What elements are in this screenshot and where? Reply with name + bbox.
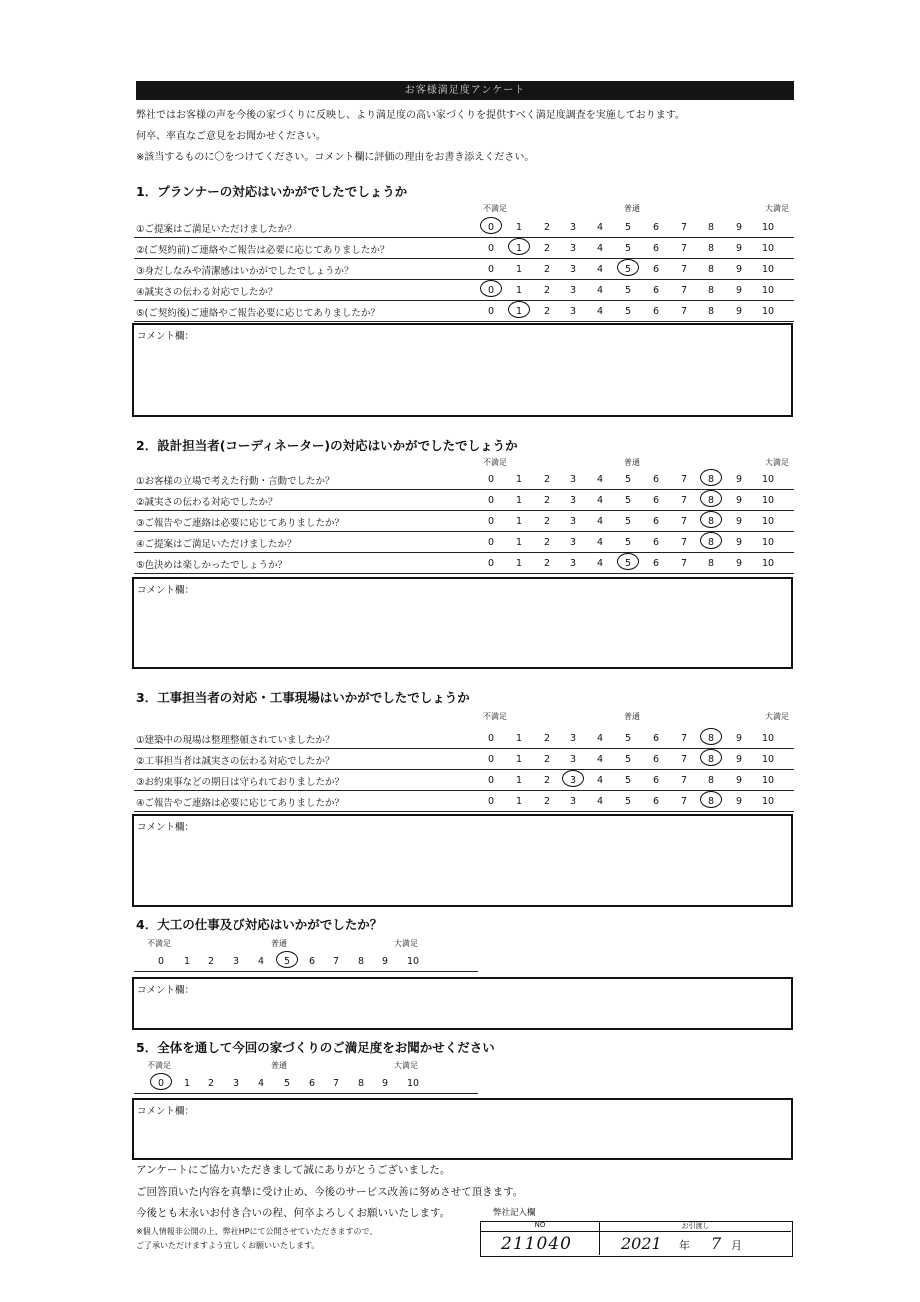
rating-option-7[interactable]: 7 (680, 243, 688, 254)
comment-label: コメント欄： (137, 585, 195, 596)
rating-option-3[interactable]: 3 (569, 222, 577, 233)
question-row (134, 216, 794, 238)
intro-line-1: 弊社ではお客様の声を今後の家づくりに反映し、より満足度の高い家づくりを提供すべく満足度調査を実施しております。 (136, 110, 685, 121)
comment-label: コメント欄： (137, 1106, 195, 1117)
rating-option-6[interactable]: 6 (652, 243, 660, 254)
rating-option-2[interactable]: 2 (543, 558, 551, 569)
intro-line-3: ※該当するものに〇をつけてください。コメント欄に評価の理由をお書き添えください。 (136, 152, 535, 163)
rating-option-2[interactable]: 2 (543, 537, 551, 548)
rating-option-7[interactable]: 7 (680, 754, 688, 765)
rating-option-5[interactable]: 5 (624, 264, 632, 275)
rating-option-0[interactable]: 0 (487, 796, 495, 807)
rating-option-3[interactable]: 3 (569, 733, 577, 744)
rating-option-5[interactable]: 5 (624, 495, 632, 506)
rating-option-4[interactable]: 4 (596, 733, 604, 744)
scale-mid-label: 普通 (624, 712, 640, 721)
rating-option-10[interactable]: 10 (761, 222, 775, 233)
rating-option-0[interactable]: 0 (487, 754, 495, 765)
question-row (134, 769, 794, 791)
rating-option-1[interactable]: 1 (515, 285, 523, 296)
rating-option-6[interactable]: 6 (308, 1078, 316, 1089)
rating-option-7[interactable]: 7 (332, 956, 340, 967)
rating-option-4[interactable]: 4 (596, 285, 604, 296)
rating-option-9[interactable]: 9 (735, 264, 743, 275)
rating-option-4[interactable]: 4 (596, 243, 604, 254)
rating-option-2[interactable]: 2 (207, 1078, 215, 1089)
rating-option-8[interactable]: 8 (707, 474, 715, 485)
rating-option-9[interactable]: 9 (381, 1078, 389, 1089)
rating-option-9[interactable]: 9 (735, 285, 743, 296)
rating-option-6[interactable]: 6 (652, 754, 660, 765)
rating-option-1[interactable]: 1 (515, 796, 523, 807)
rating-option-5[interactable]: 5 (624, 537, 632, 548)
rating-option-6[interactable]: 6 (652, 796, 660, 807)
rating-option-0[interactable]: 0 (487, 264, 495, 275)
rating-option-5[interactable]: 5 (624, 222, 632, 233)
rating-option-3[interactable]: 3 (569, 474, 577, 485)
rating-option-2[interactable]: 2 (543, 474, 551, 485)
rating-option-3[interactable]: 3 (569, 264, 577, 275)
selected-rating-circle (700, 749, 722, 766)
rating-option-10[interactable]: 10 (761, 558, 775, 569)
scale-high-label: 大満足 (394, 939, 418, 948)
rating-option-8[interactable]: 8 (707, 775, 715, 786)
rating-option-10[interactable]: 10 (761, 796, 775, 807)
rating-option-1[interactable]: 1 (515, 222, 523, 233)
rating-option-9[interactable]: 9 (735, 733, 743, 744)
rating-option-8[interactable]: 8 (707, 495, 715, 506)
rating-option-5[interactable]: 5 (283, 1078, 291, 1089)
section-5-title: 5．全体を通して今回の家づくりのご満足度をお聞かせください (136, 1040, 495, 1055)
question-text: ④ご提案はご満足いただけましたか？ (136, 539, 297, 550)
rating-option-7[interactable]: 7 (680, 516, 688, 527)
section-4-title: 4．大工の仕事及び対応はいかがでしたか？ (136, 917, 383, 932)
thanks-line-1: アンケートにご協力いただきまして誠にありがとうございました。 (136, 1164, 451, 1176)
rating-option-0[interactable]: 0 (487, 285, 495, 296)
rating-option-3[interactable]: 3 (569, 558, 577, 569)
rating-option-5[interactable]: 5 (624, 775, 632, 786)
privacy-note-2: ご了承いただけますよう宜しくお願いいたします。 (136, 1241, 320, 1250)
rating-option-5[interactable]: 5 (624, 285, 632, 296)
rating-option-10[interactable]: 10 (761, 733, 775, 744)
scale-low-label: 不満足 (483, 458, 507, 467)
rating-option-10[interactable]: 10 (406, 956, 420, 967)
rating-option-1[interactable]: 1 (515, 516, 523, 527)
rating-option-8[interactable]: 8 (707, 516, 715, 527)
rating-option-7[interactable]: 7 (680, 733, 688, 744)
selected-rating-circle (700, 490, 722, 507)
rating-line (134, 950, 478, 972)
question-text: ②(ご契約前)ご連絡やご報告は必要に応じてありましたか？ (136, 245, 390, 256)
rating-option-7[interactable]: 7 (680, 495, 688, 506)
rating-option-0[interactable]: 0 (487, 222, 495, 233)
selected-rating-circle (700, 791, 722, 808)
question-row (134, 237, 794, 259)
rating-option-3[interactable]: 3 (569, 243, 577, 254)
selected-rating-circle (700, 469, 722, 486)
rating-option-10[interactable]: 10 (406, 1078, 420, 1089)
rating-option-7[interactable]: 7 (680, 474, 688, 485)
question-row (134, 727, 794, 749)
rating-option-6[interactable]: 6 (308, 956, 316, 967)
rating-option-2[interactable]: 2 (543, 516, 551, 527)
rating-option-8[interactable]: 8 (707, 558, 715, 569)
rating-option-4[interactable]: 4 (596, 775, 604, 786)
rating-option-7[interactable]: 7 (680, 558, 688, 569)
question-text: ①お客様の立場で考えた行動・言動でしたか？ (136, 476, 335, 487)
rating-option-10[interactable]: 10 (761, 775, 775, 786)
comment-box[interactable] (132, 323, 793, 417)
rating-option-9[interactable]: 9 (735, 306, 743, 317)
rating-option-0[interactable]: 0 (487, 516, 495, 527)
rating-option-6[interactable]: 6 (652, 306, 660, 317)
rating-option-3[interactable]: 3 (569, 796, 577, 807)
thanks-line-3: 今後とも末永いお付き合いの程、何卒よろしくお願いいたします。 (136, 1207, 451, 1219)
thanks-line-2: ご回答頂いた内容を真摯に受け止め、今後のサービス改善に努めさせて頂きます。 (136, 1186, 524, 1198)
intro-line-2: 何卒、率直なご意見をお聞かせください。 (136, 131, 326, 142)
rating-option-4[interactable]: 4 (596, 796, 604, 807)
rating-option-2[interactable]: 2 (207, 956, 215, 967)
delivery-header: お引渡し (681, 1222, 710, 1230)
selected-rating-circle (562, 770, 584, 787)
rating-option-2[interactable]: 2 (543, 754, 551, 765)
rating-option-9[interactable]: 9 (735, 558, 743, 569)
rating-option-10[interactable]: 10 (761, 285, 775, 296)
rating-option-4[interactable]: 4 (596, 537, 604, 548)
privacy-note-1: ※個人情報非公開の上、弊社HPにて公開させていただきますので、 (136, 1227, 378, 1236)
rating-option-9[interactable]: 9 (735, 243, 743, 254)
comment-box[interactable] (132, 977, 793, 1030)
selected-rating-circle (508, 301, 530, 318)
survey-title-banner: お客様満足度アンケート (136, 81, 794, 100)
rating-option-8[interactable]: 8 (707, 796, 715, 807)
rating-option-9[interactable]: 9 (735, 495, 743, 506)
rating-option-6[interactable]: 6 (652, 516, 660, 527)
rating-option-0[interactable]: 0 (487, 243, 495, 254)
rating-option-8[interactable]: 8 (707, 733, 715, 744)
rating-option-1[interactable]: 1 (183, 956, 191, 967)
rating-option-7[interactable]: 7 (680, 285, 688, 296)
rating-option-6[interactable]: 6 (652, 474, 660, 485)
rating-option-3[interactable]: 3 (569, 775, 577, 786)
rating-option-0[interactable]: 0 (487, 306, 495, 317)
rating-option-3[interactable]: 3 (569, 516, 577, 527)
selected-rating-circle (150, 1073, 172, 1090)
office-use-label: 弊社記入欄 (493, 1208, 536, 1218)
rating-option-7[interactable]: 7 (680, 775, 688, 786)
rating-option-3[interactable]: 3 (569, 754, 577, 765)
rating-option-8[interactable]: 8 (707, 754, 715, 765)
selected-rating-circle (276, 951, 298, 968)
rating-option-2[interactable]: 2 (543, 285, 551, 296)
question-text: ③身だしなみや清潔感はいかがでしたでしょうか？ (136, 266, 354, 277)
rating-option-2[interactable]: 2 (543, 264, 551, 275)
rating-option-0[interactable]: 0 (487, 495, 495, 506)
section-2-title: 2．設計担当者(コーディネーター)の対応はいかがでしたでしょうか (136, 438, 518, 453)
rating-option-6[interactable]: 6 (652, 537, 660, 548)
section-3-title: 3．工事担当者の対応・工事現場はいかがでしたでしょうか (136, 690, 470, 705)
comment-label: コメント欄： (137, 822, 195, 833)
question-text: ④ご報告やご連絡は必要に応じてありましたか？ (136, 798, 345, 809)
question-text: ②工事担当者は誠実さの伝わる対応でしたか？ (136, 756, 335, 767)
question-text: ①建築中の現場は整理整頓されていましたか？ (136, 735, 335, 746)
rating-option-5[interactable]: 5 (624, 754, 632, 765)
question-text: ④誠実さの伝わる対応でしたか？ (136, 287, 278, 298)
rating-option-1[interactable]: 1 (515, 474, 523, 485)
rating-option-1[interactable]: 1 (515, 537, 523, 548)
rating-option-1[interactable]: 1 (515, 264, 523, 275)
rating-option-0[interactable]: 0 (487, 474, 495, 485)
rating-option-2[interactable]: 2 (543, 733, 551, 744)
section-1-title: 1．プランナーの対応はいかがでしたでしょうか (136, 184, 408, 199)
question-row (134, 468, 794, 490)
question-text: ③ご報告やご連絡は必要に応じてありましたか？ (136, 518, 345, 529)
scale-low-label: 不満足 (483, 712, 507, 721)
rating-option-0[interactable]: 0 (487, 775, 495, 786)
rating-line (134, 1072, 478, 1094)
month-unit: 月 (731, 1239, 742, 1252)
rating-option-5[interactable]: 5 (624, 516, 632, 527)
question-text: ⑤(ご契約後)ご連絡やご報告必要に応じてありましたか？ (136, 308, 380, 319)
comment-label: コメント欄： (137, 985, 195, 996)
scale-high-label: 大満足 (394, 1061, 418, 1070)
rating-option-10[interactable]: 10 (761, 516, 775, 527)
rating-option-3[interactable]: 3 (232, 956, 240, 967)
rating-option-1[interactable]: 1 (515, 306, 523, 317)
rating-option-7[interactable]: 7 (680, 796, 688, 807)
rating-option-2[interactable]: 2 (543, 243, 551, 254)
rating-option-9[interactable]: 9 (735, 796, 743, 807)
scale-mid-label: 普通 (271, 939, 287, 948)
scale-high-label: 大満足 (765, 712, 789, 721)
rating-option-8[interactable]: 8 (707, 537, 715, 548)
rating-option-4[interactable]: 4 (596, 264, 604, 275)
delivery-year: 2021 (621, 1234, 662, 1253)
scale-low-label: 不満足 (147, 939, 171, 948)
comment-box[interactable] (132, 577, 793, 669)
comment-label: コメント欄： (137, 331, 195, 342)
rating-option-6[interactable]: 6 (652, 264, 660, 275)
rating-option-1[interactable]: 1 (515, 495, 523, 506)
rating-option-8[interactable]: 8 (707, 285, 715, 296)
rating-option-3[interactable]: 3 (569, 537, 577, 548)
comment-box[interactable] (132, 1098, 793, 1160)
rating-option-9[interactable]: 9 (381, 956, 389, 967)
rating-option-5[interactable]: 5 (624, 558, 632, 569)
rating-option-6[interactable]: 6 (652, 495, 660, 506)
scale-high-label: 大満足 (765, 204, 789, 213)
rating-option-8[interactable]: 8 (357, 956, 365, 967)
rating-option-8[interactable]: 8 (707, 222, 715, 233)
rating-option-5[interactable]: 5 (624, 243, 632, 254)
rating-option-4[interactable]: 4 (257, 1078, 265, 1089)
question-row (134, 748, 794, 770)
rating-option-1[interactable]: 1 (515, 775, 523, 786)
question-text: ②誠実さの伝わる対応でしたか？ (136, 497, 278, 508)
rating-option-3[interactable]: 3 (569, 285, 577, 296)
question-row (134, 510, 794, 532)
survey-number: 211040 (501, 1234, 572, 1254)
rating-option-2[interactable]: 2 (543, 306, 551, 317)
delivery-month: 7 (711, 1234, 722, 1253)
rating-option-2[interactable]: 2 (543, 775, 551, 786)
rating-option-10[interactable]: 10 (761, 306, 775, 317)
office-use-table (480, 1221, 793, 1257)
rating-option-4[interactable]: 4 (596, 222, 604, 233)
rating-option-10[interactable]: 10 (761, 264, 775, 275)
rating-option-10[interactable]: 10 (761, 754, 775, 765)
selected-rating-circle (700, 511, 722, 528)
rating-option-7[interactable]: 7 (680, 306, 688, 317)
question-text: ⑤色決めは楽しかったでしょうか？ (136, 560, 288, 571)
selected-rating-circle (700, 532, 722, 549)
scale-mid-label: 普通 (624, 204, 640, 213)
rating-option-10[interactable]: 10 (761, 495, 775, 506)
rating-option-7[interactable]: 7 (332, 1078, 340, 1089)
scale-low-label: 不満足 (483, 204, 507, 213)
selected-rating-circle (480, 217, 502, 234)
no-header: NO (534, 1221, 546, 1229)
rating-option-3[interactable]: 3 (569, 306, 577, 317)
selected-rating-circle (480, 280, 502, 297)
rating-option-2[interactable]: 2 (543, 222, 551, 233)
rating-option-0[interactable]: 0 (487, 558, 495, 569)
rating-option-7[interactable]: 7 (680, 537, 688, 548)
scale-mid-label: 普通 (624, 458, 640, 467)
rating-option-9[interactable]: 9 (735, 222, 743, 233)
rating-option-4[interactable]: 4 (596, 516, 604, 527)
rating-option-4[interactable]: 4 (596, 306, 604, 317)
rating-option-9[interactable]: 9 (735, 537, 743, 548)
rating-option-6[interactable]: 6 (652, 285, 660, 296)
year-unit: 年 (679, 1239, 690, 1252)
rating-option-9[interactable]: 9 (735, 754, 743, 765)
rating-option-9[interactable]: 9 (735, 516, 743, 527)
rating-option-8[interactable]: 8 (707, 264, 715, 275)
rating-option-1[interactable]: 1 (515, 558, 523, 569)
question-text: ③お約束事などの期日は守られておりましたか？ (136, 777, 345, 788)
rating-option-0[interactable]: 0 (487, 733, 495, 744)
rating-option-9[interactable]: 9 (735, 474, 743, 485)
selected-rating-circle (617, 553, 639, 570)
rating-option-6[interactable]: 6 (652, 558, 660, 569)
rating-option-8[interactable]: 8 (707, 243, 715, 254)
rating-option-2[interactable]: 2 (543, 495, 551, 506)
selected-rating-circle (617, 259, 639, 276)
scale-low-label: 不満足 (147, 1061, 171, 1070)
rating-option-5[interactable]: 5 (624, 733, 632, 744)
rating-option-4[interactable]: 4 (596, 495, 604, 506)
comment-box[interactable] (132, 814, 793, 907)
rating-option-10[interactable]: 10 (761, 243, 775, 254)
question-text: ①ご提案はご満足いただけましたか？ (136, 224, 297, 235)
question-row (134, 279, 794, 301)
rating-option-7[interactable]: 7 (680, 222, 688, 233)
rating-option-9[interactable]: 9 (735, 775, 743, 786)
rating-option-4[interactable]: 4 (257, 956, 265, 967)
rating-option-10[interactable]: 10 (761, 537, 775, 548)
rating-option-10[interactable]: 10 (761, 474, 775, 485)
selected-rating-circle (700, 728, 722, 745)
rating-option-1[interactable]: 1 (515, 754, 523, 765)
rating-option-0[interactable]: 0 (157, 1078, 165, 1089)
rating-option-6[interactable]: 6 (652, 775, 660, 786)
rating-option-6[interactable]: 6 (652, 222, 660, 233)
scale-high-label: 大満足 (765, 458, 789, 467)
rating-option-4[interactable]: 4 (596, 754, 604, 765)
rating-option-4[interactable]: 4 (596, 558, 604, 569)
question-row (134, 489, 794, 511)
question-row (134, 258, 794, 280)
rating-option-4[interactable]: 4 (596, 474, 604, 485)
rating-option-0[interactable]: 0 (487, 537, 495, 548)
rating-option-2[interactable]: 2 (543, 796, 551, 807)
rating-option-3[interactable]: 3 (569, 495, 577, 506)
rating-option-5[interactable]: 5 (624, 796, 632, 807)
rating-option-1[interactable]: 1 (183, 1078, 191, 1089)
rating-option-7[interactable]: 7 (680, 264, 688, 275)
rating-option-5[interactable]: 5 (283, 956, 291, 967)
selected-rating-circle (508, 238, 530, 255)
rating-option-1[interactable]: 1 (515, 243, 523, 254)
rating-option-0[interactable]: 0 (157, 956, 165, 967)
question-row (134, 552, 794, 574)
rating-option-1[interactable]: 1 (515, 733, 523, 744)
scale-mid-label: 普通 (271, 1061, 287, 1070)
question-row (134, 790, 794, 812)
rating-option-5[interactable]: 5 (624, 474, 632, 485)
rating-option-8[interactable]: 8 (707, 306, 715, 317)
question-row (134, 531, 794, 553)
rating-option-8[interactable]: 8 (357, 1078, 365, 1089)
question-row (134, 300, 794, 322)
rating-option-3[interactable]: 3 (232, 1078, 240, 1089)
rating-option-6[interactable]: 6 (652, 733, 660, 744)
rating-option-5[interactable]: 5 (624, 306, 632, 317)
